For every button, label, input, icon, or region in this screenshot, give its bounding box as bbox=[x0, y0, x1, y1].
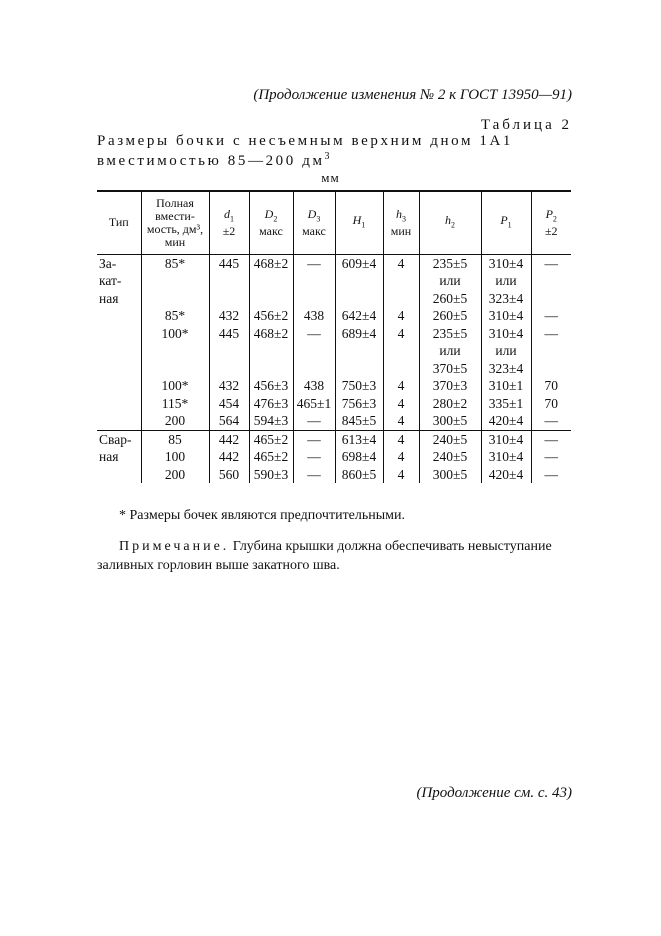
table-row bbox=[97, 377, 571, 395]
col-h2 bbox=[419, 191, 481, 254]
table-cell: 468±2 bbox=[249, 325, 293, 343]
table-cell bbox=[293, 272, 335, 290]
table-header-row bbox=[97, 191, 571, 254]
h2-symbol: $h_2$ bbox=[445, 213, 455, 230]
table-cell: — bbox=[293, 254, 335, 272]
table-cell: 4 bbox=[383, 466, 419, 484]
table-cell bbox=[97, 466, 141, 484]
table-cell: 115* bbox=[141, 395, 209, 413]
table-cell: 370±5 bbox=[419, 360, 481, 378]
D2-symbol: $D_2$ bbox=[264, 206, 278, 223]
table-cell: 300±5 bbox=[419, 466, 481, 484]
table-cell: 280±2 bbox=[419, 395, 481, 413]
table-label: Таблица 2 bbox=[480, 117, 572, 133]
table-cell: — bbox=[531, 325, 571, 343]
D3-note: макс bbox=[302, 223, 326, 238]
table-cell: 335±1 bbox=[481, 395, 531, 413]
table-cell: 260±5 bbox=[419, 290, 481, 308]
H1-symbol: $H_1$ bbox=[352, 213, 366, 230]
table-cell: 594±3 bbox=[249, 412, 293, 430]
table-cell: 564 bbox=[209, 412, 249, 430]
table-cell bbox=[209, 290, 249, 308]
table-cell: 476±3 bbox=[249, 395, 293, 413]
table-cell: 4 bbox=[383, 412, 419, 430]
table-cell: 445 bbox=[209, 325, 249, 343]
table-cell: 100* bbox=[141, 377, 209, 395]
P2-symbol: $P_2$ bbox=[545, 206, 557, 223]
table-cell bbox=[97, 342, 141, 360]
col-P2 bbox=[531, 191, 571, 254]
table-cell: 85* bbox=[141, 307, 209, 325]
col-P1 bbox=[481, 191, 531, 254]
table-cell bbox=[293, 290, 335, 308]
table-cell: 590±3 bbox=[249, 466, 293, 484]
table-cell: — bbox=[531, 254, 571, 272]
table-cell: — bbox=[293, 412, 335, 430]
table-cell: — bbox=[531, 307, 571, 325]
table-cell: 100* bbox=[141, 325, 209, 343]
table-cell bbox=[249, 290, 293, 308]
table-cell bbox=[383, 272, 419, 290]
table-cell: 323±4 bbox=[481, 290, 531, 308]
table-cell: 456±2 bbox=[249, 307, 293, 325]
table-cell: 85 bbox=[141, 430, 209, 448]
table-cell: 420±4 bbox=[481, 466, 531, 484]
table-cell: или bbox=[481, 342, 531, 360]
table-cell: 420±4 bbox=[481, 412, 531, 430]
table-row bbox=[97, 430, 571, 448]
table-cell bbox=[97, 307, 141, 325]
table-cell: 4 bbox=[383, 254, 419, 272]
continuation-footer: (Продолжение см. с. 43) bbox=[416, 785, 572, 801]
table-row bbox=[97, 412, 571, 430]
table-cell: — bbox=[293, 448, 335, 466]
table-cell: 240±5 bbox=[419, 448, 481, 466]
table-cell bbox=[335, 342, 383, 360]
note-paragraph bbox=[97, 537, 571, 575]
table-cell bbox=[531, 272, 571, 290]
table-title-sup: 3 bbox=[324, 151, 330, 162]
continuation-header: (Продолжение изменения № 2 к ГОСТ 13950—91) bbox=[253, 87, 572, 103]
D2-note: макс bbox=[259, 223, 283, 238]
rolled-rows bbox=[97, 254, 571, 430]
table-cell bbox=[249, 272, 293, 290]
d1-symbol: $d_1$ bbox=[224, 206, 234, 223]
table-cell bbox=[383, 290, 419, 308]
table-row bbox=[97, 307, 571, 325]
footnote: * Размеры бочек являются предпочтительными. bbox=[119, 508, 406, 523]
table-cell: ная bbox=[99, 449, 119, 464]
table-cell: 845±5 bbox=[335, 412, 383, 430]
table-cell: 642±4 bbox=[335, 307, 383, 325]
table-cell: 442 bbox=[209, 448, 249, 466]
table-cell bbox=[293, 360, 335, 378]
table-cell: 4 bbox=[383, 325, 419, 343]
h3-note: мин bbox=[390, 223, 412, 238]
table-cell: 442 bbox=[209, 430, 249, 448]
table-cell: 70 bbox=[531, 395, 571, 413]
col-H1 bbox=[335, 191, 383, 254]
table-row bbox=[97, 342, 571, 360]
table-cell: 4 bbox=[383, 448, 419, 466]
table-cell bbox=[249, 360, 293, 378]
table-cell bbox=[249, 342, 293, 360]
table-cell: 560 bbox=[209, 466, 249, 484]
table-cell bbox=[97, 395, 141, 413]
table-cell bbox=[97, 377, 141, 395]
table-cell: 438 bbox=[293, 307, 335, 325]
table-cell: 310±4 bbox=[481, 430, 531, 448]
table-cell bbox=[383, 360, 419, 378]
table-cell: 240±5 bbox=[419, 430, 481, 448]
table-cell: 310±4 bbox=[481, 325, 531, 343]
table-cell: — bbox=[531, 430, 571, 448]
table-cell: 260±5 bbox=[419, 307, 481, 325]
table-cell: или bbox=[481, 272, 531, 290]
table-cell: 4 bbox=[383, 377, 419, 395]
dimensions-table bbox=[97, 190, 571, 483]
table-cell bbox=[97, 325, 141, 343]
table-row bbox=[97, 448, 571, 466]
col-type: Тип bbox=[108, 215, 129, 230]
table-cell: 4 bbox=[383, 395, 419, 413]
table-cell bbox=[209, 272, 249, 290]
units-label: мм bbox=[321, 170, 340, 185]
table-cell bbox=[97, 412, 141, 430]
note-label: Примечание. bbox=[119, 539, 230, 554]
table-cell: 310±4 bbox=[481, 448, 531, 466]
d1-tolerance: ±2 bbox=[222, 223, 236, 238]
table-cell: Свар- bbox=[99, 431, 132, 447]
table-cell bbox=[293, 342, 335, 360]
table-cell: кат- bbox=[99, 273, 122, 288]
table-row bbox=[97, 272, 571, 290]
h3-symbol: $h_3$ bbox=[396, 206, 406, 223]
table-cell: 609±4 bbox=[335, 254, 383, 272]
welded-rows bbox=[97, 430, 571, 483]
col-d1 bbox=[209, 191, 249, 254]
table-cell: 310±4 bbox=[481, 307, 531, 325]
table-cell: 756±3 bbox=[335, 395, 383, 413]
table-cell: 750±3 bbox=[335, 377, 383, 395]
table-cell: 4 bbox=[383, 430, 419, 448]
table-cell bbox=[141, 272, 209, 290]
table-cell bbox=[141, 342, 209, 360]
table-cell: 70 bbox=[531, 377, 571, 395]
table-row bbox=[97, 290, 571, 308]
table-cell: 465±2 bbox=[249, 448, 293, 466]
table-cell: или bbox=[419, 342, 481, 360]
note-text: Глубина крышки должна обеспечивать невыступание заливных горловин выше закатного шва. bbox=[97, 539, 552, 573]
table-cell: 432 bbox=[209, 377, 249, 395]
P2-tolerance: ±2 bbox=[544, 223, 558, 238]
table-cell: 4 bbox=[383, 307, 419, 325]
col-D3 bbox=[293, 191, 335, 254]
table-cell bbox=[141, 290, 209, 308]
table-cell: 438 bbox=[293, 377, 335, 395]
table-row bbox=[97, 325, 571, 343]
table-cell: 689±4 bbox=[335, 325, 383, 343]
table-cell bbox=[531, 360, 571, 378]
table-cell bbox=[531, 290, 571, 308]
table-title-text: Размеры бочки с несъемным верхним дном 1A1 вместимостью 85—200 дм bbox=[97, 133, 514, 169]
table-title bbox=[97, 133, 571, 169]
D3-symbol: $D_3$ bbox=[307, 206, 321, 223]
table-cell: 698±4 bbox=[335, 448, 383, 466]
table-cell: 200 bbox=[141, 466, 209, 484]
table-cell: 860±5 bbox=[335, 466, 383, 484]
table-cell: — bbox=[293, 325, 335, 343]
table-cell: За- bbox=[99, 255, 117, 271]
table-cell: 310±4 bbox=[481, 254, 531, 272]
table-cell: 100 bbox=[141, 448, 209, 466]
table-cell bbox=[209, 360, 249, 378]
table-cell bbox=[209, 342, 249, 360]
table-row bbox=[97, 395, 571, 413]
table-cell: 456±3 bbox=[249, 377, 293, 395]
table-cell: 445 bbox=[209, 254, 249, 272]
table-cell: 454 bbox=[209, 395, 249, 413]
table-cell: 432 bbox=[209, 307, 249, 325]
table-cell bbox=[141, 360, 209, 378]
table-cell bbox=[335, 290, 383, 308]
table-cell: 85* bbox=[141, 254, 209, 272]
table-cell: ная bbox=[99, 290, 119, 306]
table-cell bbox=[531, 342, 571, 360]
table-cell: — bbox=[531, 448, 571, 466]
table-cell: 465±2 bbox=[249, 430, 293, 448]
table-cell: 465±1 bbox=[293, 395, 335, 413]
table-cell bbox=[383, 342, 419, 360]
table-cell: 613±4 bbox=[335, 430, 383, 448]
table-cell: 323±4 bbox=[481, 360, 531, 378]
table-cell bbox=[335, 272, 383, 290]
table-row bbox=[97, 360, 571, 378]
col-h3 bbox=[383, 191, 419, 254]
table-cell: 370±3 bbox=[419, 377, 481, 395]
col-capacity: Полная вмести-мость, дм³, мин bbox=[141, 191, 209, 254]
table-cell: 200 bbox=[141, 412, 209, 430]
table-cell: 235±5 bbox=[419, 325, 481, 343]
col-D2 bbox=[249, 191, 293, 254]
table-cell: — bbox=[531, 412, 571, 430]
table-cell: 300±5 bbox=[419, 412, 481, 430]
table-cell: 468±2 bbox=[249, 254, 293, 272]
table-cell: или bbox=[419, 272, 481, 290]
table-cell bbox=[97, 360, 141, 378]
table-cell: — bbox=[531, 466, 571, 484]
table-row bbox=[97, 254, 571, 272]
table-cell: 235±5 bbox=[419, 254, 481, 272]
table-cell bbox=[335, 360, 383, 378]
table-cell: 310±1 bbox=[481, 377, 531, 395]
table-row bbox=[97, 466, 571, 484]
P1-symbol: $P_1$ bbox=[500, 213, 512, 230]
table-cell: — bbox=[293, 466, 335, 484]
table-cell: — bbox=[293, 430, 335, 448]
